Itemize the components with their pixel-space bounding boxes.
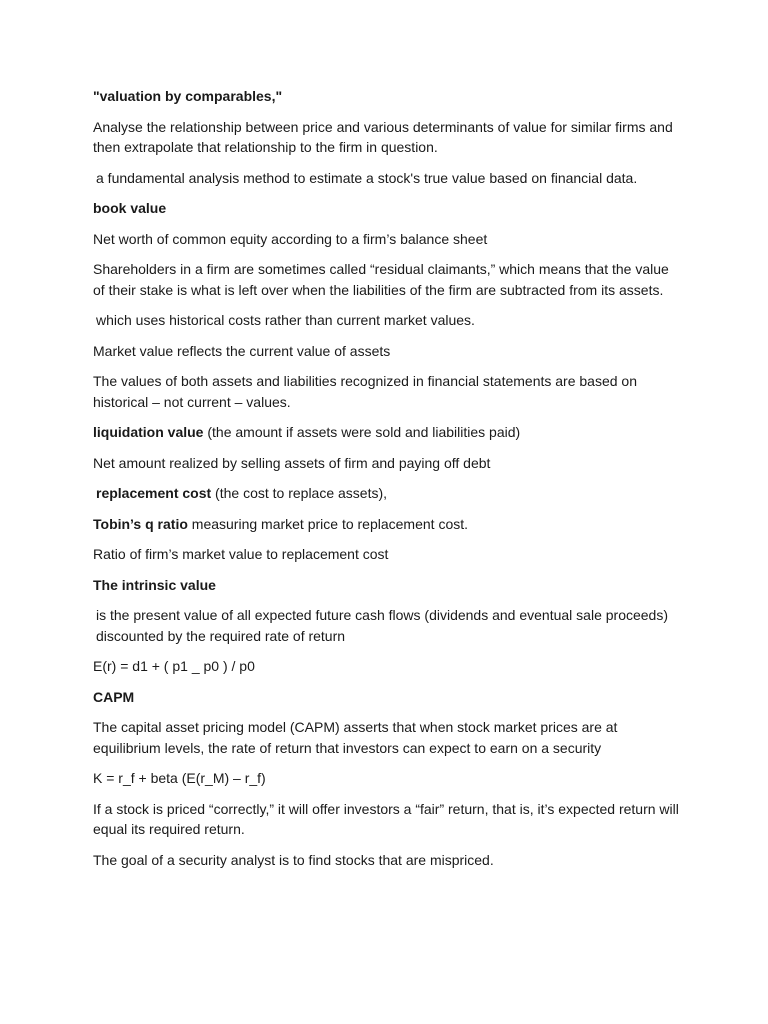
tobins-q-note: measuring market price to replacement cost. xyxy=(187,515,469,532)
heading-intrinsic-value: The intrinsic value xyxy=(93,576,216,593)
term-liquidation-value: liquidation value xyxy=(93,424,204,440)
paragraph-tobins-q-definition: Ratio of firm’s market value to replacement cost xyxy=(93,546,389,562)
paragraph-tobins-q xyxy=(93,514,683,535)
paragraph-book-value-definition: Net worth of common equity according to a firm’s balance sheet xyxy=(93,230,488,247)
paragraph-liquidation-value xyxy=(93,422,683,443)
formula-capm: K = r_f + beta (E(r_M) – r_f) xyxy=(93,770,266,786)
paragraph-intrinsic-value-definition: is the present value of all expected future cash flows (dividends and eventual sale proceeds) discounted by the required rate of return xyxy=(96,607,669,644)
liquidation-value-note: (the amount if assets were sold and liabilities paid) xyxy=(203,424,521,440)
term-tobins-q: Tobin’s q ratio xyxy=(93,515,188,532)
paragraph-historical-values: The values of both assets and liabilities recognized in financial statements are based on historical – not current – values. xyxy=(93,373,637,410)
paragraph-fundamental-analysis: a fundamental analysis method to estimate a stock's true value based on financial data. xyxy=(96,169,638,186)
paragraph-fair-return: If a stock is priced “correctly,” it will offer investors a “fair” return, that is, it’s expected return will equal its required return. xyxy=(93,800,679,837)
heading-valuation-by-comparables: "valuation by comparables," xyxy=(93,88,283,104)
heading-book-value: book value xyxy=(93,200,167,216)
paragraph-analyst-goal: The goal of a security analyst is to find stocks that are mispriced. xyxy=(93,851,494,868)
paragraph-comparables-definition: Analyse the relationship between price and various determinants of value for similar firms and then extrapolate that relationship to the firm in question. xyxy=(93,118,673,155)
formula-expected-return: E(r) = d1 + ( p1 _ p0 ) / p0 xyxy=(93,658,255,674)
paragraph-capm-definition: The capital asset pricing model (CAPM) asserts that when stock market prices are at equilibrium levels, the rate of return that investors can expect to earn on a security xyxy=(93,719,618,756)
replacement-cost-note: (the cost to replace assets), xyxy=(211,485,388,501)
paragraph-replacement-cost xyxy=(93,483,683,504)
paragraph-historical-costs: which uses historical costs rather than current market values. xyxy=(96,312,475,328)
paragraph-market-value: Market value reflects the current value of assets xyxy=(93,342,391,359)
document-body xyxy=(93,86,683,880)
paragraph-residual-claimants: Shareholders in a firm are sometimes called “residual claimants,” which means that the value of their stake is what is left over when the liabilities of the firm are subtracted from its assets. xyxy=(93,261,669,298)
term-replacement-cost: replacement cost xyxy=(96,485,212,501)
heading-capm: CAPM xyxy=(93,688,135,705)
paragraph-liquidation-definition: Net amount realized by selling assets of firm and paying off debt xyxy=(93,454,491,471)
